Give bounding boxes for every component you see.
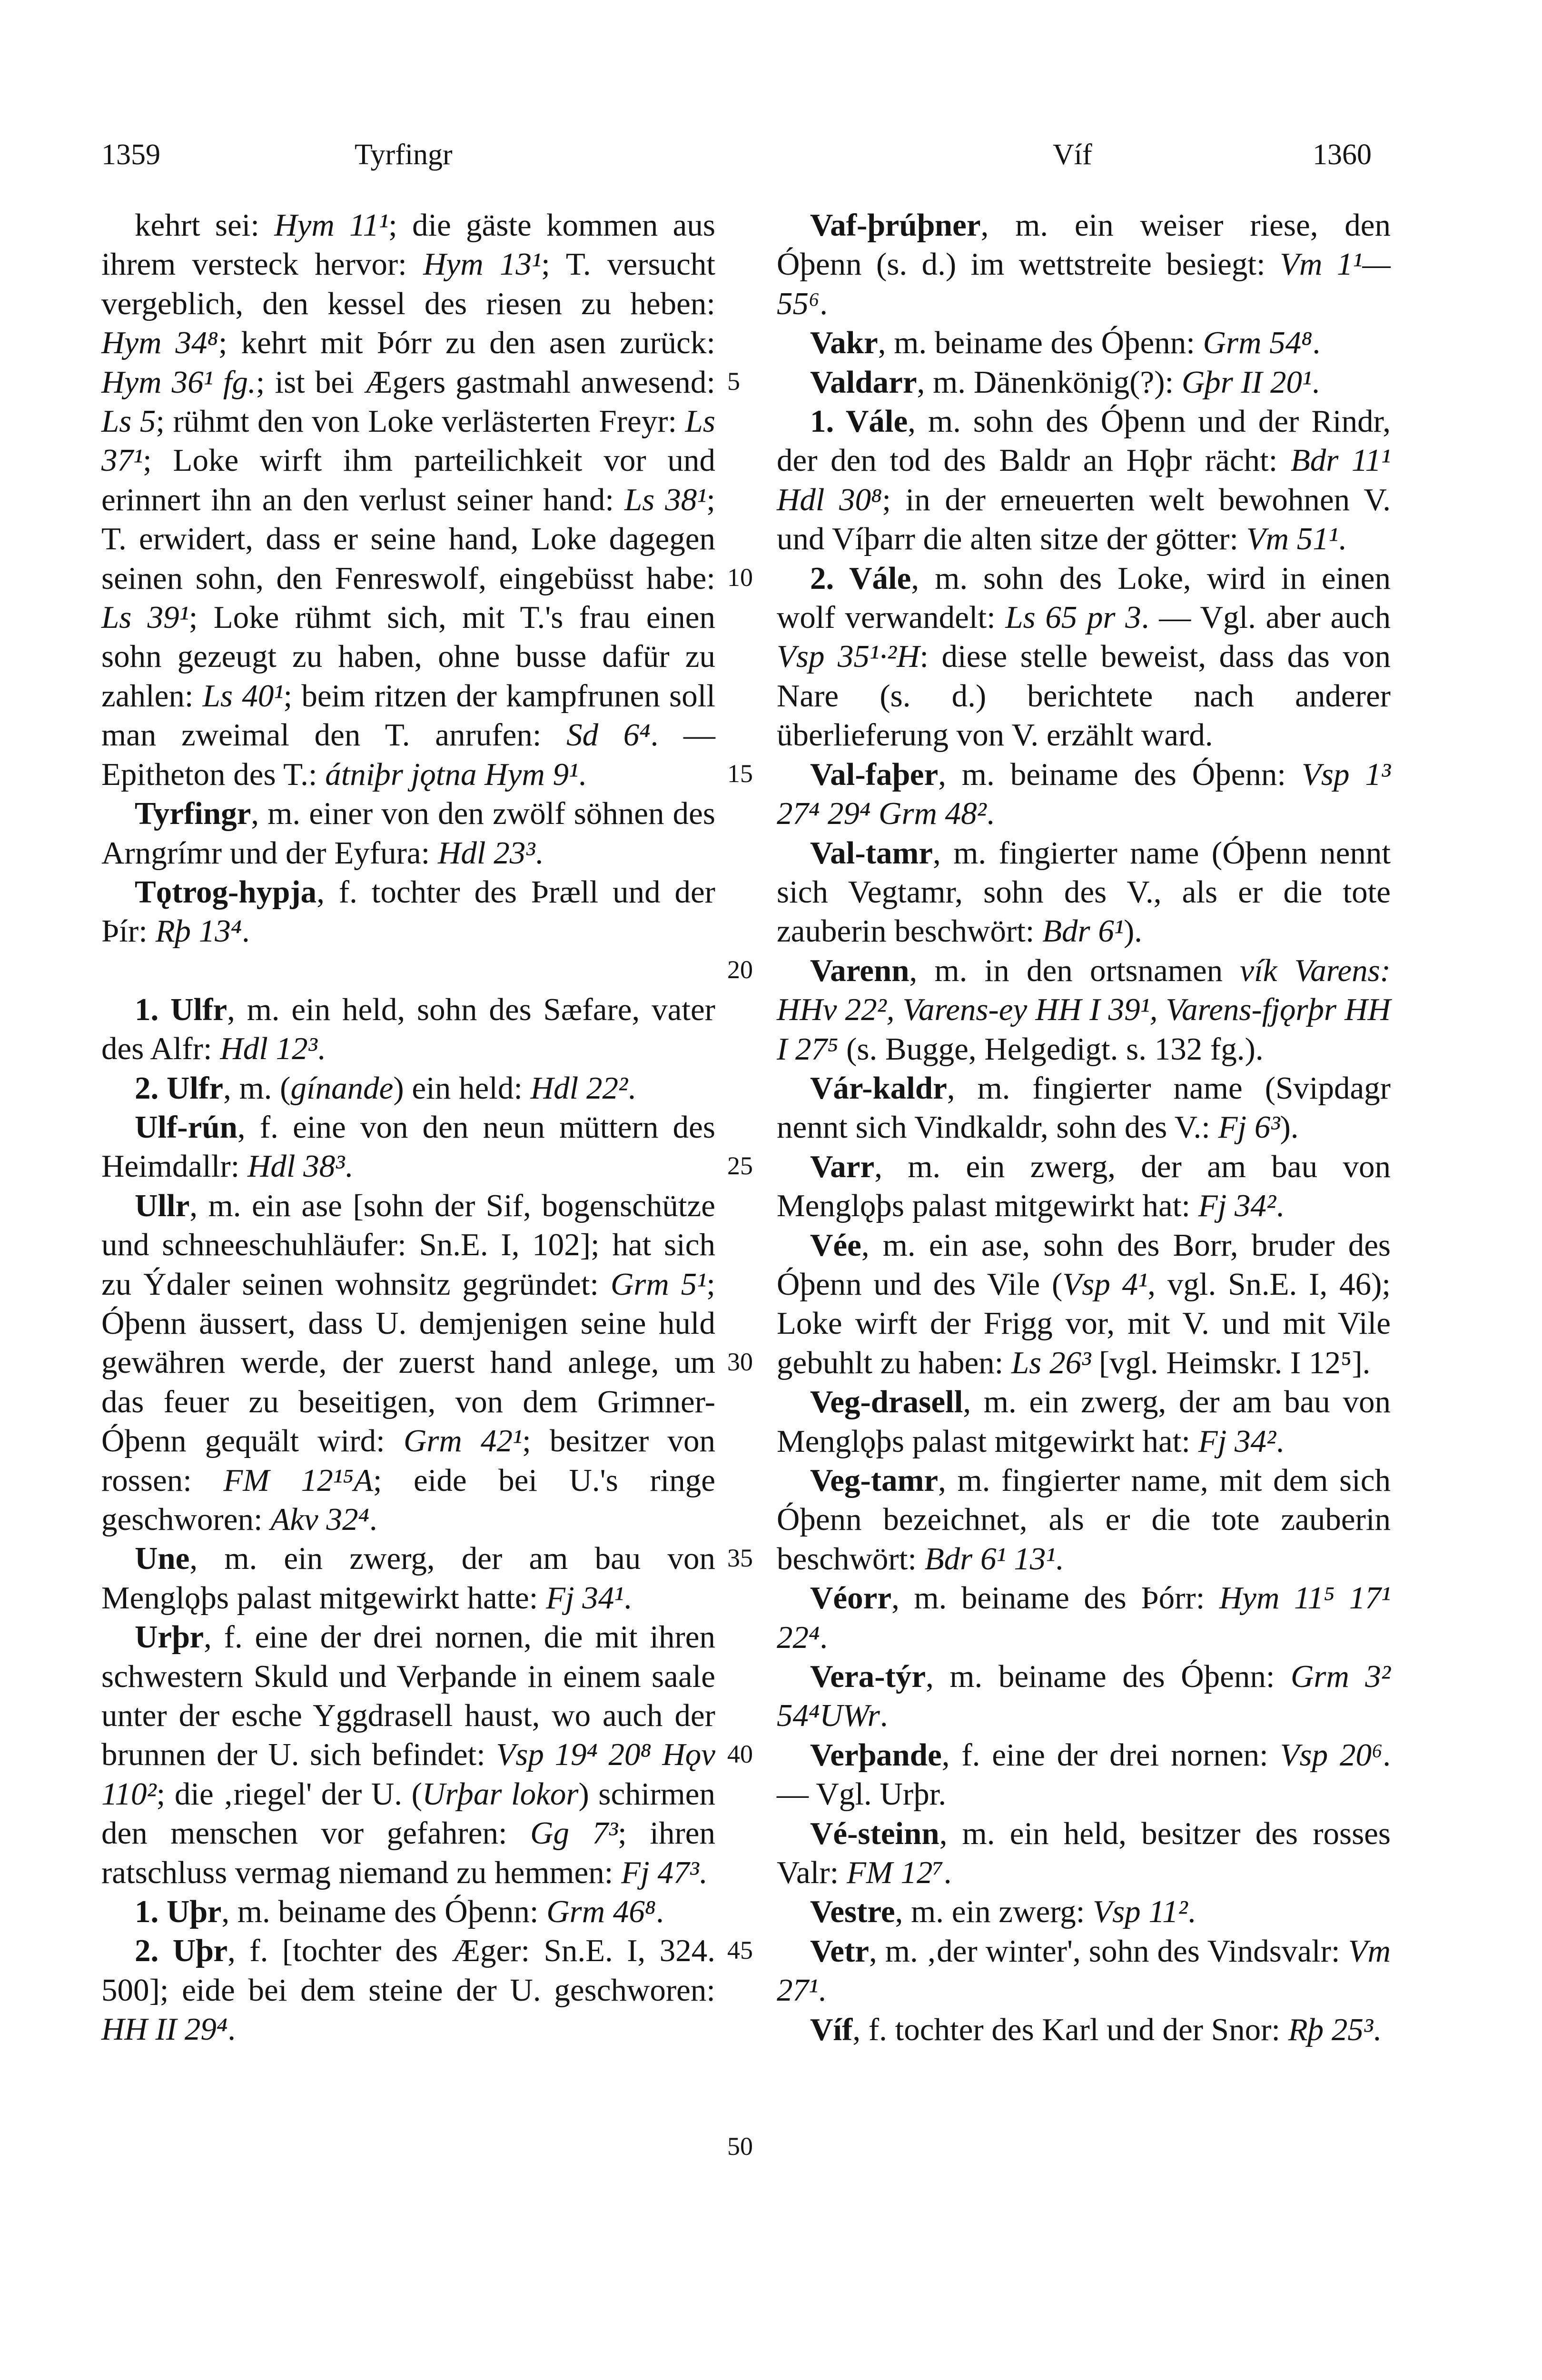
source-reference: Fj 6³	[1218, 1110, 1280, 1145]
entry-text: .	[317, 1031, 326, 1067]
dictionary-entry	[777, 402, 1391, 559]
source-reference: Vsp 20⁶	[1280, 1737, 1383, 1773]
entry-text: (s. Bugge, Helgedigt. s. 132 fg.).	[838, 1031, 1264, 1067]
entry-text: .	[1055, 1541, 1064, 1577]
headword: Ullr	[135, 1188, 190, 1223]
entry-text: ; T. erwidert, dass er seine hand, Loke dagegen seinen sohn, den Fenreswolf, eingebüsst habe:	[101, 482, 715, 596]
dictionary-entry	[777, 1069, 1391, 1147]
source-reference: Vm 1¹—55⁶	[777, 247, 1391, 321]
entry-text: , f. tochter des Þræll und der Þír:	[101, 874, 715, 949]
line-number: 50	[727, 2132, 753, 2161]
source-reference: Hym 34⁸	[101, 325, 218, 361]
headword: 2. Vále	[810, 560, 911, 596]
source-reference: Akv 32⁴	[270, 1502, 369, 1537]
source-reference: átniþr jǫtna Hym 9¹	[325, 756, 579, 792]
headword: Véorr	[810, 1580, 892, 1616]
line-number: 20	[727, 955, 753, 984]
entry-text: .	[699, 1854, 707, 1890]
headword: Veg-tamr	[810, 1463, 939, 1498]
line-number: 40	[727, 1739, 753, 1768]
entry-text: : diese stelle beweist, dass das von Nare (s. d.) berichtete nach anderer überlieferung von V. erzählt ward.	[777, 639, 1391, 753]
entry-text: , f. eine von den neun müttern des Heimdallr:	[101, 1109, 715, 1184]
entry-text: ) schirmen den menschen vor gefahren:	[101, 1776, 715, 1851]
dictionary-entry	[777, 1461, 1391, 1578]
dictionary-entry	[777, 1226, 1391, 1383]
entry-text: , m. ein zwerg:	[895, 1894, 1093, 1930]
source-reference: Grm 3² 54⁴UWr	[777, 1659, 1391, 1734]
entry-text: .	[820, 1619, 828, 1655]
line-number: 30	[727, 1347, 753, 1376]
source-reference: Fj 34²	[1198, 1188, 1276, 1224]
dictionary-entry	[777, 206, 1391, 323]
dictionary-entry	[777, 1147, 1391, 1226]
source-reference: gínande	[290, 1070, 394, 1106]
source-reference: vík Varens: HHv 22², Varens-ey HH I 39¹, Varens-fjǫrþr HH I 27⁵	[777, 952, 1391, 1067]
left-page-number: 1359	[101, 139, 160, 171]
headword: Víf	[810, 2012, 853, 2047]
headword: Vaf-þrúþner	[810, 208, 981, 243]
line-number: 45	[727, 1935, 753, 1964]
line-number: 35	[727, 1543, 753, 1572]
dictionary-entry	[101, 1539, 715, 1617]
source-reference: FM 12¹⁵A	[223, 1462, 373, 1498]
entry-text: ).	[1280, 1110, 1299, 1145]
entry-text: ; Loke rühmt sich, mit T.'s frau einen sohn gezeugt zu haben, ohne busse dafür zu zahlen:	[101, 600, 715, 714]
source-reference: Urþar lokor	[422, 1776, 579, 1812]
entry-text: ; rühmt den von Loke verlästerten Freyr:	[156, 404, 685, 439]
source-reference: Bdr 6¹ 13¹	[924, 1541, 1056, 1577]
entry-text: , m. sohn des Loke, wird in einen wolf verwandelt:	[777, 560, 1391, 635]
left-column	[101, 206, 715, 2049]
entry-text: ; die ‚riegel' der U. (	[156, 1776, 422, 1812]
entry-text: , m. ein weiser riese, den Óþenn (s. d.) im wettstreite besiegt:	[777, 208, 1391, 282]
entry-text: , m. ein zwerg, der am bau von Menglǫþs palast mitgewirkt hatte:	[101, 1541, 715, 1616]
dictionary-entry	[101, 206, 715, 794]
entry-text: , m. ‚der winter', sohn des Vindsvalr:	[869, 1933, 1348, 1969]
headword: Vestre	[810, 1894, 895, 1930]
entry-text: , f. tochter des Karl und der Snor:	[852, 2012, 1288, 2047]
entry-text: .	[1187, 1894, 1196, 1930]
entry-text: , vgl. Sn.E. I, 46); Loke wirft der Frigg vor, mit V. und mit Vile gebuhlt zu haben:	[777, 1266, 1391, 1380]
page-header	[0, 138, 1542, 181]
dictionary-entry	[101, 990, 715, 1069]
dictionary-entry	[777, 363, 1391, 402]
dictionary-entry	[101, 1931, 715, 2049]
source-reference: FM 12⁷	[847, 1855, 944, 1891]
entry-text: ; T. versucht vergeblich, den kessel des riesen zu heben:	[101, 247, 715, 321]
entry-text: , m. fingierter name (Óþenn nennt sich Vegtamr, sohn des V., als er die tote zauberin beschwört:	[777, 835, 1391, 949]
source-reference: Ls 40¹	[202, 678, 284, 714]
source-reference: Fj 34²	[1198, 1423, 1276, 1459]
dictionary-entry	[777, 2010, 1391, 2049]
source-reference: Hdl 38³	[247, 1149, 345, 1184]
source-reference: Vsp 1³ 27⁴ 29⁴ Grm 48²	[777, 756, 1391, 832]
source-reference: Vm 27¹	[777, 1933, 1391, 2008]
headword: 1. Ulfr	[135, 992, 227, 1027]
headword: 1. Vále	[810, 404, 908, 439]
dictionary-entry	[777, 951, 1391, 1069]
source-reference: Ls 26³	[1011, 1345, 1091, 1380]
entry-text: ; Loke wirft ihm parteilichkeit vor und erinnert ihn an den verlust seiner hand:	[101, 443, 715, 517]
entry-text: , m. beiname des Óþenn:	[938, 756, 1302, 792]
entry-text: .	[1373, 2012, 1381, 2047]
entry-text: .	[578, 756, 586, 792]
entry-text: , m. ein ase, sohn des Borr, bruder des Óþenn und des Vile (	[777, 1227, 1391, 1302]
headword: Val-tamr	[810, 835, 933, 871]
entry-text: . — Vgl. Urþr.	[777, 1737, 1391, 1812]
dictionary-entry	[777, 559, 1391, 755]
headword: 1. Uþr	[135, 1894, 222, 1930]
source-reference: Hym 11¹	[274, 208, 389, 243]
source-reference: Bdr 11¹ Hdl 30⁸	[777, 443, 1391, 517]
source-reference: Rþ 25³	[1288, 2012, 1374, 2047]
entry-text: .	[880, 1698, 888, 1734]
dictionary-entry	[777, 1578, 1391, 1657]
entry-text: , m. ein held, besitzer des rosses Valr:	[777, 1815, 1391, 1891]
source-reference: Hym 36¹ fg.	[101, 364, 256, 400]
line-number: 10	[727, 563, 753, 592]
headword: Tǫtrog-hypja	[135, 874, 317, 910]
headword: Vakr	[810, 325, 878, 361]
source-reference: Gg 7³	[530, 1815, 618, 1851]
source-reference: Hym 13¹	[423, 247, 542, 282]
entry-text: , m. ein zwerg, der am bau von Menglǫþs palast mitgewirkt hat:	[777, 1384, 1391, 1459]
source-reference: Ls 5	[101, 404, 156, 439]
headword: Varr	[810, 1149, 875, 1184]
dictionary-entry	[777, 323, 1391, 362]
dictionary-entry	[101, 1892, 715, 1931]
headword: Tyrfingr	[135, 796, 251, 832]
entry-text: kehrt sei:	[135, 208, 275, 243]
headword: Vár-kaldr	[810, 1070, 947, 1106]
source-reference: Grm 5¹	[610, 1266, 707, 1302]
source-reference: Gþr II 20¹	[1181, 364, 1312, 400]
source-reference: Vsp 19⁴ 20⁸ Hǫv 110²	[101, 1737, 715, 1812]
entry-text: ; eide bei U.'s ringe geschworen:	[101, 1462, 716, 1537]
entry-text: , f. [tochter des Æger: Sn.E. I, 324. 500]; eide bei dem steine der U. geschworen:	[101, 1933, 715, 2008]
dictionary-entry	[101, 1186, 715, 1539]
entry-text: ) ein held:	[393, 1070, 531, 1106]
headword: 2. Ulfr	[135, 1070, 224, 1106]
entry-text: .	[1312, 364, 1320, 400]
headword: Vé-steinn	[810, 1815, 939, 1851]
entry-text: , m. ein ase [sohn der Sif, bogenschütze und schneeschuhläufer: Sn.E. I, 102]; hat sich zu Ýdaler seinen wohnsitz gegründet:	[101, 1188, 715, 1302]
right-page-number: 1360	[1313, 139, 1372, 171]
entry-text: , m. beiname des Óþenn:	[878, 325, 1203, 361]
source-reference: Grm 42¹	[403, 1423, 523, 1459]
entry-text: , m. beiname des Óþenn:	[926, 1659, 1291, 1695]
entry-text: .	[623, 1580, 632, 1616]
entry-text: ; besitzer von rossen:	[101, 1423, 715, 1498]
entry-text: .	[1276, 1423, 1284, 1459]
entry-text: ; beim ritzen der kampfrunen soll man zweimal den T. anrufen:	[101, 678, 715, 753]
source-reference: Fj 47³	[621, 1854, 699, 1890]
dictionary-entry	[777, 1814, 1391, 1893]
entry-text: , m. fingierter name (Svipdagr nennt sich Vindkaldr, sohn des V.:	[777, 1070, 1391, 1145]
entry-text: .	[535, 835, 544, 871]
source-reference: Fj 34¹	[546, 1580, 624, 1616]
source-reference: Bdr 6¹	[1042, 913, 1124, 949]
entry-text: , m. Dänenkönig(?):	[917, 364, 1182, 400]
source-reference: Ls 38¹	[624, 482, 707, 517]
source-reference: Rþ 13⁴	[155, 913, 242, 949]
entry-text: ; ist bei Ægers gastmahl anwesend:	[256, 364, 715, 400]
entry-text: , m. (	[223, 1070, 291, 1106]
headword: 2. Uþr	[135, 1933, 228, 1969]
dictionary-entry	[101, 1069, 715, 1108]
entry-text: .	[656, 1894, 664, 1930]
entry-text: , m. beiname des Þórr:	[891, 1580, 1219, 1616]
source-reference: Grm 54⁸	[1203, 325, 1313, 361]
source-reference: HH II 29⁴	[101, 2012, 228, 2047]
entry-text: .	[1338, 521, 1346, 557]
entry-text: , m. einer von den zwölf söhnen des Arngrímr und der Eyfura:	[101, 796, 715, 871]
entry-text: .	[820, 286, 828, 321]
source-reference: Ls 65 pr 3	[1005, 600, 1141, 635]
entry-text: .	[242, 913, 250, 949]
entry-text: , f. eine der drei nornen, die mit ihren schwestern Skuld und Verþande in einem saale unter der esche Yggdrasell haust, wo auch der brunnen der U. sich befindet:	[101, 1619, 715, 1773]
entry-text: .	[818, 1973, 826, 2008]
headword: Vetr	[810, 1933, 870, 1969]
entry-text: , m. ein zwerg, der am bau von Menglǫþs palast mitgewirkt hat:	[777, 1149, 1391, 1224]
headword: Valdarr	[810, 364, 917, 400]
right-running-head: Víf	[1053, 139, 1092, 171]
entry-text: ; kehrt mit Þórr zu den asen zurück:	[218, 325, 715, 361]
headword: Verþande	[810, 1737, 942, 1773]
source-reference: Sd 6⁴	[566, 717, 651, 753]
line-number: 25	[727, 1151, 753, 1180]
headword: Val-faþer	[810, 756, 939, 792]
headword: Vera-týr	[810, 1659, 926, 1695]
entry-text: ; ihren ratschluss vermag niemand zu hemmen:	[101, 1815, 715, 1890]
dictionary-entry	[101, 873, 715, 951]
right-column	[777, 206, 1391, 2049]
dictionary-entry	[101, 1108, 715, 1186]
headword: Vée	[810, 1227, 861, 1263]
dictionary-entry	[777, 833, 1391, 951]
entry-text: . — Vgl. aber auch	[1141, 600, 1391, 635]
entry-text: .	[943, 1855, 952, 1891]
dictionary-entry	[777, 1892, 1391, 1931]
dictionary-entry	[777, 1382, 1391, 1461]
source-reference: Hdl 23³	[438, 835, 535, 871]
entry-text: .	[1276, 1188, 1284, 1224]
entry-text: , m. in den ortsnamen	[909, 952, 1240, 988]
left-running-head: Tyrfingr	[355, 139, 453, 171]
entry-text: . — Epitheton des T.:	[101, 717, 715, 792]
line-number: 15	[727, 759, 753, 788]
source-reference: Hym 11⁵ 17¹ 22⁴	[777, 1580, 1391, 1655]
entry-text: , m. beiname des Óþenn:	[221, 1894, 547, 1930]
entry-text: , f. eine der drei nornen:	[941, 1737, 1280, 1773]
entry-text: .	[227, 2012, 236, 2047]
dictionary-entry	[101, 1617, 715, 1892]
headword: Une	[135, 1541, 190, 1577]
source-reference: Ls 37¹	[101, 404, 715, 478]
entry-text: .	[369, 1502, 377, 1537]
headword: Urþr	[135, 1619, 204, 1655]
source-reference: Vsp 35¹·²H	[777, 639, 920, 674]
headword: Varenn	[810, 952, 909, 988]
entry-text: ; die gäste kommen aus ihrem versteck hervor:	[101, 208, 715, 282]
dictionary-entry	[777, 1657, 1391, 1735]
entry-text: .	[345, 1149, 353, 1184]
entry-text: , m. fingierter name, mit dem sich Óþenn bezeichnet, als er die tote zauberin beschwört:	[777, 1463, 1391, 1577]
source-reference: Grm 46⁸	[546, 1894, 656, 1930]
source-reference: Hdl 22²	[530, 1070, 628, 1106]
dictionary-entry	[777, 755, 1391, 833]
source-reference: Ls 39¹	[101, 600, 189, 635]
entry-text: , m. sohn des Óþenn und der Rindr, der den tod des Baldr an Hǫþr rächt:	[777, 404, 1391, 478]
dictionary-entry	[777, 1735, 1391, 1814]
entry-text: , m. ein held, sohn des Sæfare, vater des Alfr:	[101, 992, 715, 1067]
source-reference: Vsp 4¹	[1062, 1266, 1148, 1302]
source-reference: Hdl 12³	[220, 1031, 317, 1067]
entry-text: .	[1312, 325, 1321, 361]
source-reference: Vsp 11²	[1093, 1894, 1188, 1930]
entry-text: ; in der erneuerten welt bewohnen V. und Víþarr die alten sitze der götter:	[777, 482, 1391, 557]
dictionary-entry	[101, 794, 715, 873]
entry-text: [vgl. Heimskr. I 12⁵].	[1091, 1345, 1371, 1380]
entry-text: .	[628, 1070, 636, 1106]
entry-text: ).	[1123, 913, 1143, 949]
entry-text: .	[986, 796, 995, 832]
dictionary-entry	[777, 1932, 1391, 2010]
entry-text: ; Óþenn äussert, dass U. demjenigen seine huld gewähren werde, der zuerst hand anlege, um das feuer zu beseitigen, von dem Grimner-Óþenn gequält wird:	[101, 1266, 715, 1459]
source-reference: Vm 51¹	[1246, 521, 1338, 557]
headword: Veg-drasell	[810, 1384, 963, 1420]
line-number: 5	[727, 367, 740, 396]
headword: Ulf-rún	[135, 1109, 237, 1145]
